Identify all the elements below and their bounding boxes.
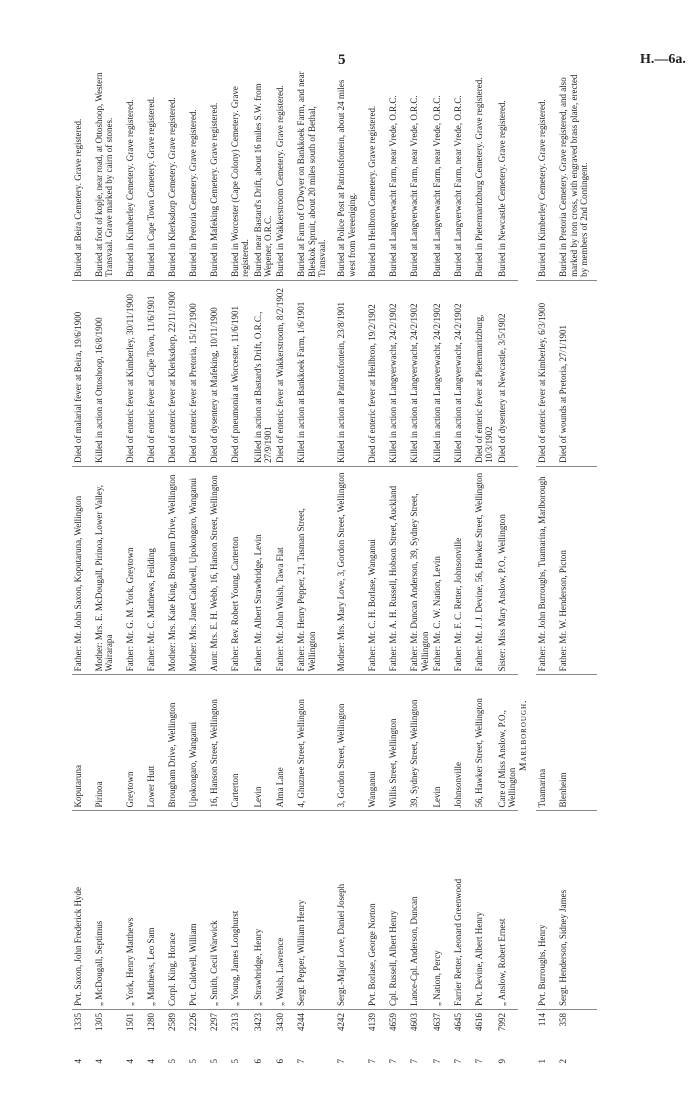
cause-of-death-cell: Killed in action at Ottoshoop, 16/8/1900 — [93, 280, 124, 466]
address-cell: 4, Ghuznee Street, Wellington — [295, 675, 335, 811]
roll-of-honour-table — [72, 65, 597, 1075]
address-cell: Johnsonville — [452, 675, 473, 811]
table-row — [208, 65, 229, 1075]
section-row — [518, 65, 536, 1075]
contingent-cell: 4 — [94, 1059, 104, 1064]
next-of-kin-cell: Father: Mr. John Walsh, Tawa Flat — [274, 466, 295, 674]
table-row — [295, 65, 335, 1075]
cause-of-death-cell: Died of enteric fever at Pretoria, 15/12/1900 — [187, 280, 208, 466]
address-cell: Blenheim — [557, 675, 597, 811]
table-row — [452, 65, 473, 1075]
cause-of-death-cell: Died of enteric fever at Pietermaritzburg, 10/3/1902 — [473, 280, 496, 466]
address-cell: Greytown — [124, 675, 145, 811]
regimental-number-cell: 4659 — [388, 1012, 399, 1031]
name-cell: Sergt. Pepper, William Henry — [295, 811, 335, 1010]
next-of-kin-cell: Father: Mr. Albert Strawbridge, Levin — [252, 466, 275, 674]
cause-of-death-cell: Died of enteric fever at Wakkerstroom, 8/2/1902 — [274, 280, 295, 466]
name-cell: Pvt. Burroughs, Henry — [536, 811, 557, 1010]
regimental-number-cell: 4139 — [367, 1012, 378, 1031]
name-cell: Cpl. Russell, Albert Henry — [387, 811, 408, 1010]
cause-of-death-cell: Died of pneumonia at Worcester, 11/6/1901 — [229, 280, 252, 466]
address-cell: Alma Lane — [274, 675, 295, 811]
regimental-number-cell: 4244 — [296, 1012, 307, 1031]
contingent-cell: 5 — [167, 1059, 177, 1064]
next-of-kin-cell: Father: Rev. Robert Young, Carterton — [229, 466, 252, 674]
cause-of-death-cell: Died of dysentery at Newcastle, 3/5/1902 — [496, 280, 519, 466]
cause-of-death-cell: Died of enteric fever at Cape Town, 11/6/1901 — [145, 280, 166, 466]
burial-cell: Buried at Farm of O'Dwyer on Bankkoek Farm, and near Bleskok Spruit, about 20 miles south of Bethal, Transvaal. — [295, 65, 335, 280]
address-cell: Brougham Drive, Wellington — [166, 675, 187, 811]
address-cell: 3, Gordon Street, Wellington — [335, 675, 366, 811]
next-of-kin-cell: Father: Mr. C. W. Nation, Levin — [431, 466, 452, 674]
address-cell: Carterton — [229, 675, 252, 811]
burial-cell: Buried at Police Post at Patriotsfontein, about 24 miles west from Vereeniging. — [335, 65, 366, 280]
contingent-cell: 7 — [474, 1059, 485, 1064]
contingent-cell: 7 — [453, 1059, 464, 1064]
next-of-kin-cell: Father: Mr. Henry Pepper, 21, Tasman Street, Wellington — [295, 466, 335, 674]
address-cell: Pirinoa — [93, 675, 124, 811]
burial-cell: Buried at Langverwacht Farm, near Vrede, O.R.C. — [408, 65, 431, 280]
burial-cell: Buried in Kimberley Cemetery. Grave registered. — [536, 65, 557, 280]
address-cell: Levin — [252, 675, 275, 811]
burial-cell: Buried at Beira Cemetery. Grave registered. — [72, 65, 93, 280]
contingent-cell: 9 — [496, 1059, 507, 1064]
burial-cell: Buried in Pietermaritzburg Cemetery. Grave registered. — [473, 65, 496, 280]
burial-cell: Buried at Langverwacht Farm, near Vrede, O.R.C. — [452, 65, 473, 280]
next-of-kin-cell: Mother: Mrs. Mary Love, 3, Gordon Street, Wellington — [335, 466, 366, 674]
table-row — [72, 65, 93, 1075]
burial-cell: Buried in Pretoria Cemetery. Grave registered, and also marked by iron cross, with engraved brass plate, erected by members of 2nd Contingent. — [557, 65, 597, 280]
cause-of-death-cell: Died of wounds at Pretoria, 27/1/1901 — [557, 280, 597, 466]
burial-cell: Buried in Cape Town Cemetery. Grave registered. — [145, 65, 166, 280]
address-cell: Levin — [431, 675, 452, 811]
regimental-number-cell: 1501 — [125, 1012, 135, 1031]
table-row — [252, 65, 275, 1075]
burial-cell: Buried in Pretoria Cemetery. Grave registered. — [187, 65, 208, 280]
name-cell: „ Anslow, Robert Ernest — [496, 811, 519, 1010]
table-row — [274, 65, 295, 1075]
cause-of-death-cell: Killed in action at Langverwacht, 24/2/1902 — [387, 280, 408, 466]
document-reference: H.—6a. — [640, 52, 686, 67]
regimental-number-cell: 4637 — [432, 1012, 443, 1031]
name-cell: „ McDougall, Septimus — [93, 811, 124, 1010]
name-cell: „ Walsh, Lawrence — [274, 811, 295, 1010]
table-row — [93, 65, 124, 1075]
next-of-kin-cell: Father: Mr. W. Henderson, Picton — [557, 466, 597, 674]
contingent-cell: 5 — [188, 1059, 198, 1064]
table-row — [387, 65, 408, 1075]
name-cell: Farrier Retter, Leonard Greenwood — [452, 811, 473, 1010]
regimental-number-cell: 3430 — [275, 1012, 286, 1031]
burial-cell: Buried in Klerksdorp Cemetery. Grave registered. — [166, 65, 187, 280]
contingent-cell: 1 — [537, 1059, 548, 1064]
burial-cell: Buried in Newcastle Cemetery. Grave registered. — [496, 65, 519, 280]
name-cell: Lance-Cpl. Anderson, Duncan — [408, 811, 431, 1010]
name-cell: „ Matthews, Leo Sam — [145, 811, 166, 1010]
name-cell: Sergt.-Major Love, Daniel Joseph — [335, 811, 366, 1010]
page-number: 5 — [338, 52, 346, 68]
name-cell: „ Nation, Percy — [431, 811, 452, 1010]
cause-of-death-cell: Killed in action at Patriotsfontein, 23/8/1901 — [335, 280, 366, 466]
regimental-number-cell: 1280 — [146, 1012, 156, 1031]
table-row — [408, 65, 431, 1075]
contingent-cell: 4 — [125, 1059, 135, 1064]
address-cell: 56, Hawker Street, Wellington — [473, 675, 496, 811]
contingent-cell: 7 — [409, 1059, 420, 1064]
table-row — [431, 65, 452, 1075]
table-row — [366, 65, 387, 1075]
name-cell: „ Young, James Longhurst — [229, 811, 252, 1010]
address-cell: Tuamarina — [536, 675, 557, 811]
cause-of-death-cell: Killed in action at Langverwacht, 24/2/1902 — [408, 280, 431, 466]
contingent-cell: 7 — [388, 1059, 399, 1064]
next-of-kin-cell: Father: Mr. F. C. Retter, Johnsonville — [452, 466, 473, 674]
regimental-number-cell: 2313 — [230, 1012, 240, 1031]
contingent-cell: 5 — [209, 1059, 219, 1064]
table-row — [473, 65, 496, 1075]
address-cell: 39, Sydney Street, Wellington — [408, 675, 431, 811]
next-of-kin-cell: Father: Mr. C. Matthews, Feilding — [145, 466, 166, 674]
contingent-cell: 7 — [336, 1059, 347, 1064]
name-cell: „ York, Henry Matthews — [124, 811, 145, 1010]
regimental-number-cell: 2226 — [188, 1012, 198, 1031]
cause-of-death-cell: Died of dysentery at Mafeking, 10/11/1900 — [208, 280, 229, 466]
contingent-cell: 2 — [558, 1059, 569, 1064]
contingent-cell: 6 — [252, 1059, 263, 1064]
burial-cell: Buried in Wakkerstroom Cemetery. Grave registered. — [274, 65, 295, 280]
burial-cell: Buried near Bastard's Drift, about 16 miles S.W. from Wepener, O.R.C. — [252, 65, 275, 280]
cause-of-death-cell: Died of enteric fever at Kimberley, 6/3/1900 — [536, 280, 557, 466]
address-cell: Koputaruna — [72, 675, 93, 811]
section-title: Marlborough. — [519, 699, 530, 771]
name-cell: Corpl. King, Horace — [166, 811, 187, 1010]
table-row — [124, 65, 145, 1075]
regimental-number-cell: 2589 — [167, 1012, 177, 1031]
regimental-number-cell: 4645 — [453, 1012, 464, 1031]
cause-of-death-cell: Died of malarial fever at Beira, 19/6/1900 — [72, 280, 93, 466]
cause-of-death-cell: Killed in action at Langverwacht, 24/2/1902 — [431, 280, 452, 466]
address-cell: Care of Miss Anslow, P.O., Wellington — [496, 675, 519, 811]
name-cell: Pvt. Caldwell, William — [187, 811, 208, 1010]
burial-cell: Buried at foot of kopje, near road, at Ottoshoop, Western Transvaal. Grave marked by cairn of stones. — [93, 65, 124, 280]
roll-of-honour-table-rotated — [72, 65, 622, 1075]
contingent-cell: 7 — [367, 1059, 378, 1064]
cause-of-death-cell: Killed in action at Bankkoek Farm, 1/6/1901 — [295, 280, 335, 466]
cause-of-death-cell: Died of enteric fever at Heilbron, 19/2/1902 — [366, 280, 387, 466]
contingent-cell: 5 — [230, 1059, 240, 1064]
regimental-number-cell: 114 — [537, 1012, 548, 1027]
next-of-kin-cell: Father: Mr. J. J. Devine, 56, Hawker Street, Wellington — [473, 466, 496, 674]
name-cell: „ Strawbridge, Henry — [252, 811, 275, 1010]
next-of-kin-cell: Sister: Miss Mary Anslow, P.O., Wellington — [496, 466, 519, 674]
table-row — [557, 65, 597, 1075]
regimental-number-cell: 358 — [558, 1012, 569, 1027]
regimental-number-cell: 4603 — [409, 1012, 420, 1031]
burial-cell: Buried at Langverwacht Farm, near Vrede, O.R.C. — [431, 65, 452, 280]
next-of-kin-cell: Father: Mr. A. H. Russell, Hobson Street, Auckland — [387, 466, 408, 674]
name-cell: Pvt. Borlase, George Norton — [366, 811, 387, 1010]
contingent-cell: 7 — [296, 1059, 307, 1064]
next-of-kin-cell: Mother: Mrs. E. McDougall, Pirinoa, Lower Valley, Wairarapa — [93, 466, 124, 674]
burial-cell: Buried at Langverwacht Farm, near Vrede, O.R.C. — [387, 65, 408, 280]
next-of-kin-cell: Father: Mr. Duncan Anderson, 39, Sydney Street, Wellington — [408, 466, 431, 674]
address-cell: Willis Street, Wellington — [387, 675, 408, 811]
next-of-kin-cell: Mother: Mrs. Kate King, Brougham Drive, Wellington — [166, 466, 187, 674]
contingent-cell: 4 — [73, 1059, 83, 1064]
burial-cell: Buried in Mafeking Cemetery. Grave registered. — [208, 65, 229, 280]
cause-of-death-cell: Died of enteric fever at Kimberley, 30/11/1900 — [124, 280, 145, 466]
regimental-number-cell: 4242 — [336, 1012, 347, 1031]
name-cell: Pvt. Saxon, John Frederick Hyde — [72, 811, 93, 1010]
regimental-number-cell: 7992 — [496, 1012, 507, 1031]
table-row — [496, 65, 519, 1075]
cause-of-death-cell: Died of enteric fever at Klerksdorp, 22/11/1900 — [166, 280, 187, 466]
next-of-kin-cell: Mother: Mrs. Janet Caldwell, Upokongaro, Wanganui — [187, 466, 208, 674]
next-of-kin-cell: Father: Mr. C. H. Borlase, Wanganui — [366, 466, 387, 674]
table-row — [145, 65, 166, 1075]
table-row — [335, 65, 366, 1075]
next-of-kin-cell: Father: Mr. G. M. York, Greytown — [124, 466, 145, 674]
contingent-cell: 7 — [432, 1059, 443, 1064]
name-cell: „ Smith, Cecil Warwick — [208, 811, 229, 1010]
address-cell: Upokongaro, Wanganui — [187, 675, 208, 811]
contingent-cell: 4 — [146, 1059, 156, 1064]
cause-of-death-cell: Killed in action at Bastard's Drift, O.R.C., 27/9/1901 — [252, 280, 275, 466]
address-cell: Wanganui — [366, 675, 387, 811]
address-cell: Lower Hutt — [145, 675, 166, 811]
burial-cell: Buried in Worcester (Cape Colony) Cemetery. Grave registered. — [229, 65, 252, 280]
cause-of-death-cell: Killed in action at Langverwacht, 24/2/1902 — [452, 280, 473, 466]
regimental-number-cell: 1305 — [94, 1012, 104, 1031]
contingent-cell: 6 — [275, 1059, 286, 1064]
regimental-number-cell: 2297 — [209, 1012, 219, 1031]
address-cell: 16, Hanson Street, Wellington — [208, 675, 229, 811]
table-row — [229, 65, 252, 1075]
table-row — [187, 65, 208, 1075]
next-of-kin-cell: Father: Mr. John Saxon, Koputaruna, Wellington — [72, 466, 93, 674]
next-of-kin-cell: Aunt: Mrs. E. H. Webb, 16, Hanson Street, Wellington — [208, 466, 229, 674]
regimental-number-cell: 4616 — [474, 1012, 485, 1031]
next-of-kin-cell: Father: Mr. John Burroughs, Tuamarina, Marlborough — [536, 466, 557, 674]
name-cell: Sergt. Henderson, Sidney James — [557, 811, 597, 1010]
table-row — [166, 65, 187, 1075]
name-cell: Pvt. Devine, Albert Henry — [473, 811, 496, 1010]
regimental-number-cell: 3423 — [252, 1012, 263, 1031]
burial-cell: Buried in Kimberley Cemetery. Grave registered. — [124, 65, 145, 280]
table-row — [536, 65, 557, 1075]
regimental-number-cell: 1335 — [73, 1012, 83, 1031]
burial-cell: Buried in Heilbron Cemetery. Grave registered. — [366, 65, 387, 280]
